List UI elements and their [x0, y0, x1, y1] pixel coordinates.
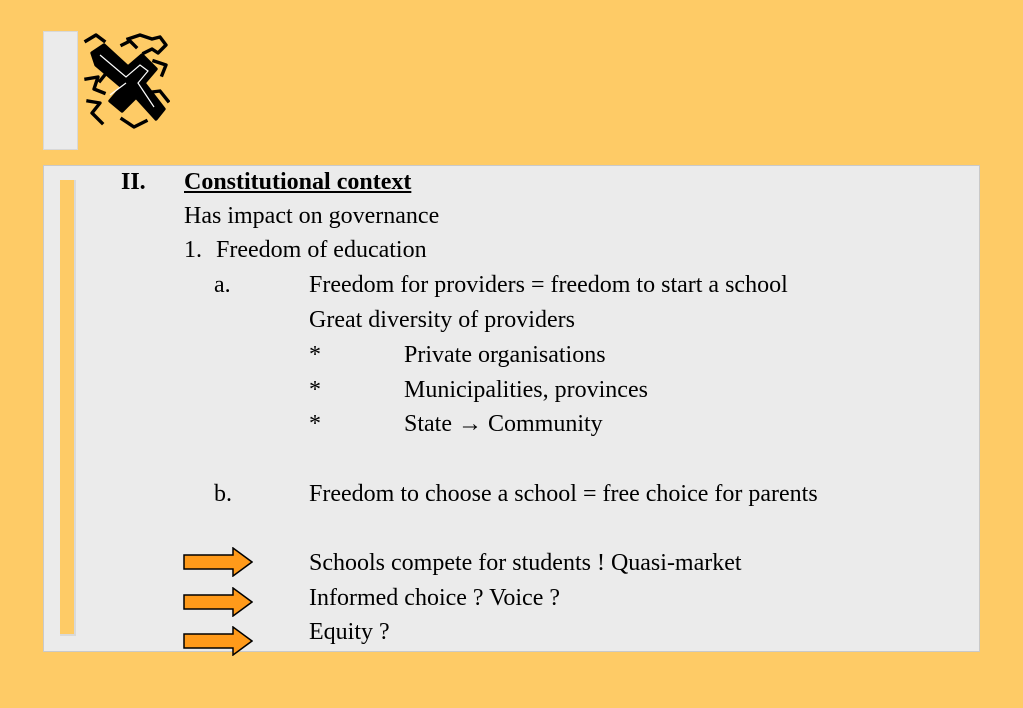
bullet-text: Private organisations [404, 342, 606, 368]
b-text: Freedom to choose a school = free choice for parents [309, 481, 818, 507]
impact-text: Has impact on governance [184, 203, 440, 229]
right-arrow-icon [183, 626, 253, 656]
right-arrow-icon [183, 587, 253, 617]
right-arrow-icon [183, 547, 253, 577]
b-label: b. [214, 481, 232, 507]
section-title: Constitutional context [184, 169, 412, 195]
consequence-text: Schools compete for students ! Quasi-market [309, 550, 742, 576]
consequence-text: Equity ? [309, 619, 390, 645]
bullet-text: State → Community [404, 411, 603, 437]
bullet-marker: * [309, 377, 321, 403]
a-subtext: Great diversity of providers [309, 307, 575, 333]
panel-side-bar [60, 180, 76, 636]
a-text: Freedom for providers = freedom to start a school [309, 272, 788, 298]
section-number: II. [121, 169, 146, 195]
bullet-text: Municipalities, provinces [404, 377, 648, 403]
bullet-marker: * [309, 411, 321, 437]
consequence-text: Informed choice ? Voice ? [309, 585, 561, 611]
logo-side-bar [43, 31, 78, 150]
flemish-lion-logo [82, 31, 170, 131]
bullet-marker: * [309, 342, 321, 368]
a-label: a. [214, 272, 231, 298]
point1-number: 1. [184, 237, 202, 263]
point1-text: Freedom of education [216, 237, 427, 263]
